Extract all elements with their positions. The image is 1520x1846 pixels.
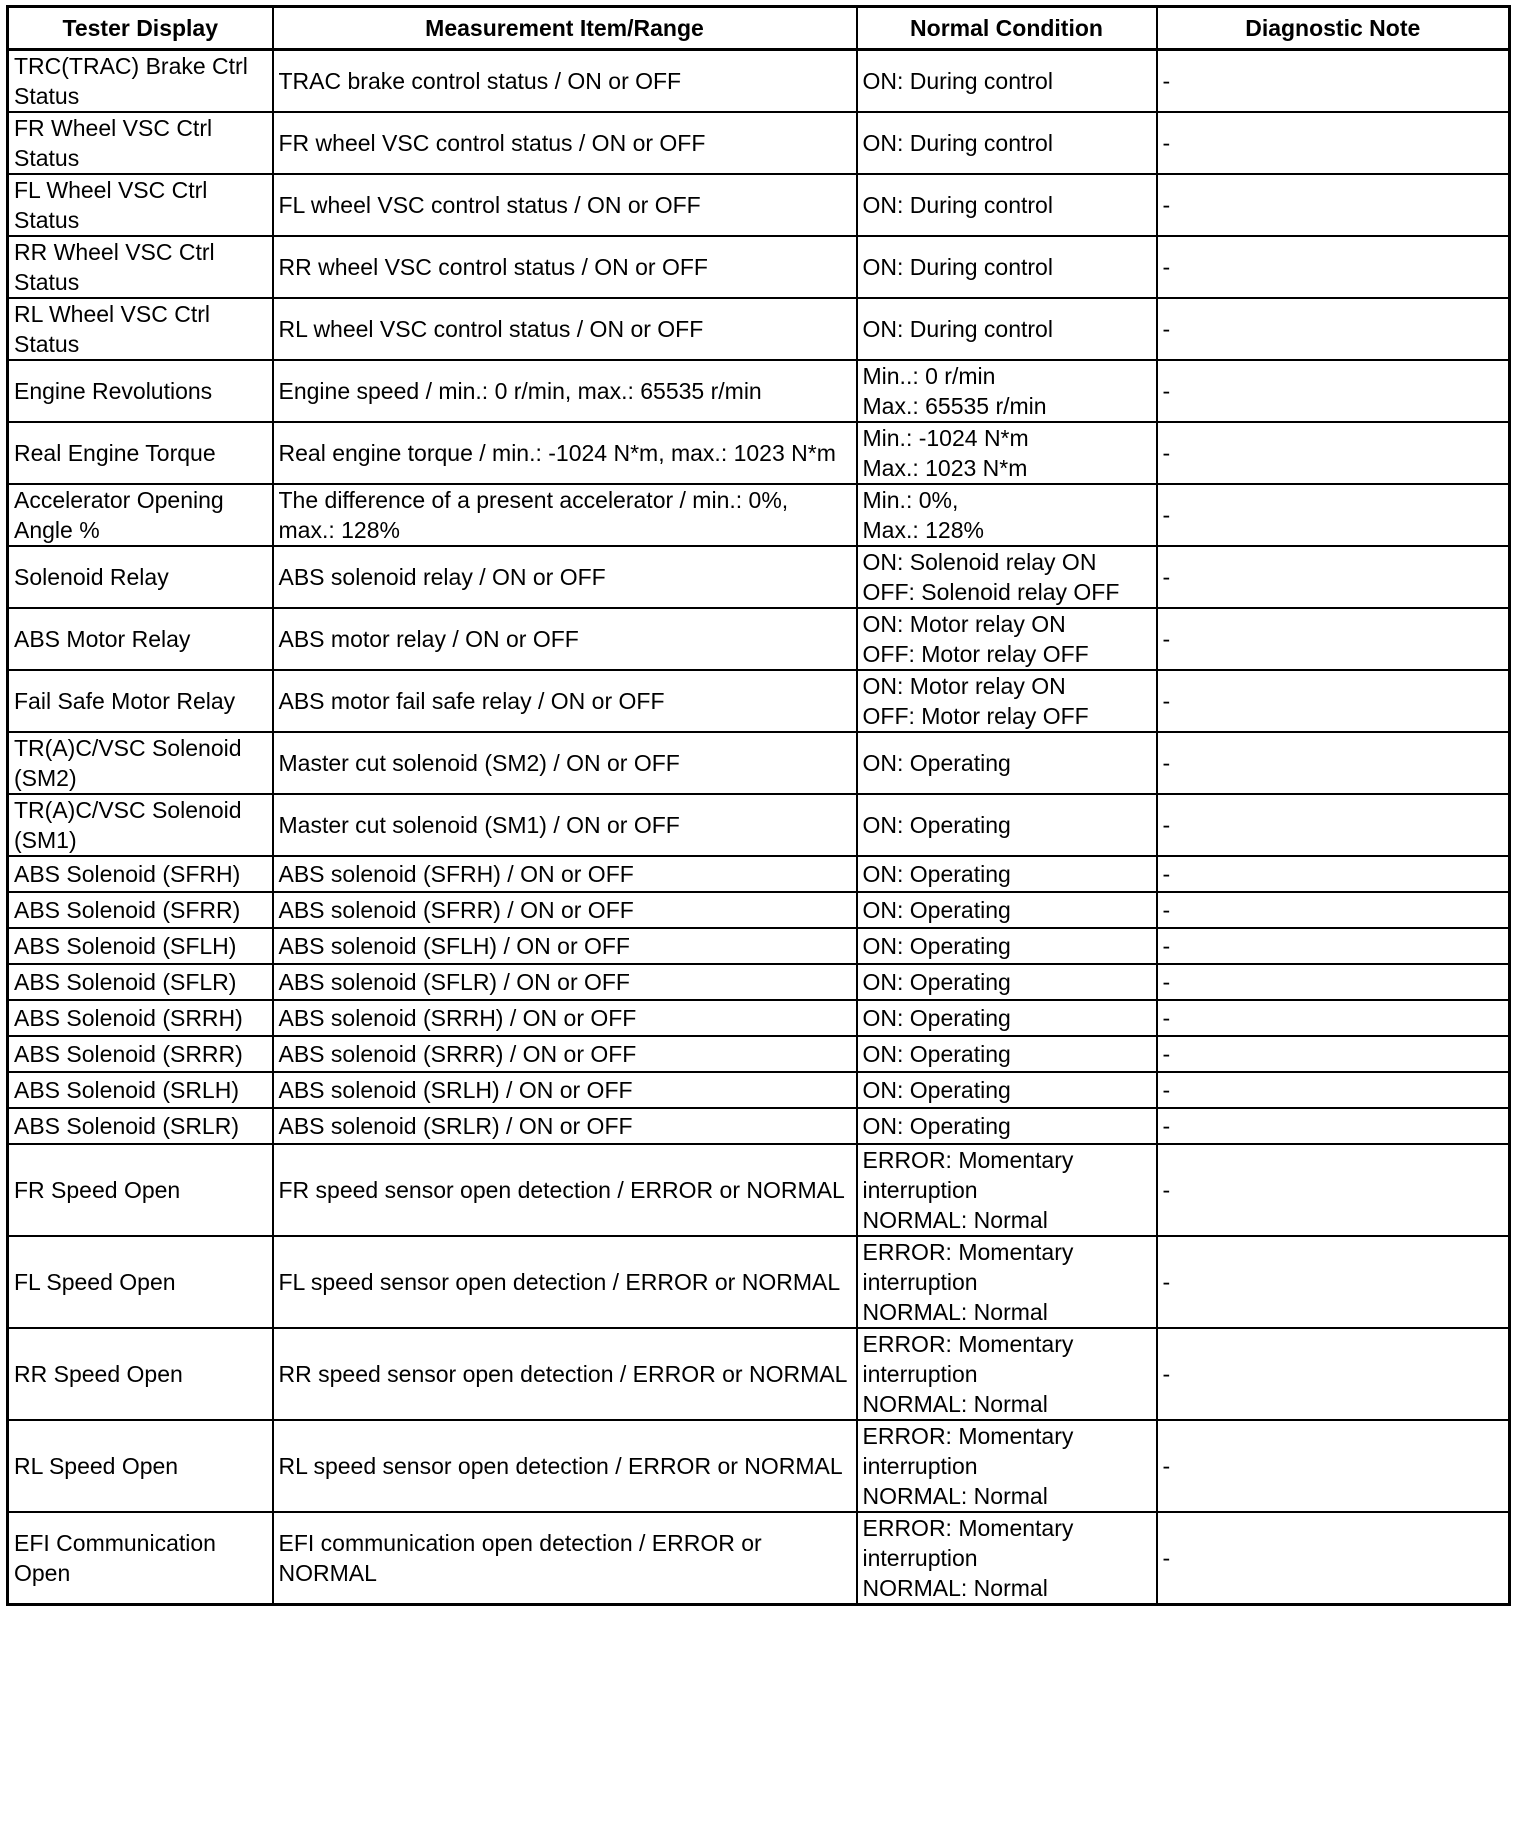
measurement-item-cell: Master cut solenoid (SM1) / ON or OFF (273, 794, 857, 856)
normal-condition-cell (857, 1420, 1157, 1512)
normal-condition-line: NORMAL: Normal (862, 1207, 1048, 1233)
diagnostic-note-cell: - (1157, 732, 1510, 794)
normal-condition-cell (857, 1000, 1157, 1036)
normal-condition-cell (857, 1072, 1157, 1108)
normal-condition-cell (857, 422, 1157, 484)
measurement-item-cell: RR speed sensor open detection / ERROR or NORMAL (273, 1328, 857, 1420)
table-row (8, 1072, 1510, 1108)
tester-display-cell: RR Speed Open (8, 1328, 273, 1420)
measurement-item-cell: ABS motor relay / ON or OFF (273, 608, 857, 670)
tester-display-cell: Fail Safe Motor Relay (8, 670, 273, 732)
table-row (8, 1512, 1510, 1605)
measurement-item-cell: FL speed sensor open detection / ERROR or NORMAL (273, 1236, 857, 1328)
normal-condition-line: Min.: 0%, (862, 487, 959, 513)
measurement-item-cell: ABS solenoid (SFLH) / ON or OFF (273, 928, 857, 964)
measurement-item-cell: ABS solenoid (SRLR) / ON or OFF (273, 1108, 857, 1144)
table-row (8, 1236, 1510, 1328)
table-row (8, 608, 1510, 670)
normal-condition-line: interruption (862, 1361, 978, 1387)
normal-condition-cell (857, 112, 1157, 174)
normal-condition-line: ON: Operating (862, 1113, 1011, 1139)
normal-condition-cell (857, 794, 1157, 856)
normal-condition-line: Min..: 0 r/min (862, 363, 996, 389)
tester-display-cell: ABS Solenoid (SFRR) (8, 892, 273, 928)
normal-condition-line: OFF: Solenoid relay OFF (862, 579, 1120, 605)
column-header-measurement-item: Measurement Item/Range (273, 7, 857, 50)
measurement-item-cell: TRAC brake control status / ON or OFF (273, 50, 857, 113)
measurement-item-cell: EFI communication open detection / ERROR or NORMAL (273, 1512, 857, 1605)
table-row (8, 794, 1510, 856)
diagnostic-data-sheet (6, 5, 1511, 1606)
measurement-item-cell: ABS solenoid (SRRR) / ON or OFF (273, 1036, 857, 1072)
table-row (8, 236, 1510, 298)
diagnostic-note-cell: - (1157, 50, 1510, 113)
table-row (8, 1144, 1510, 1236)
normal-condition-line: ON: During control (862, 192, 1053, 218)
normal-condition-line: ON: Operating (862, 812, 1011, 838)
normal-condition-line: ON: Motor relay ON (862, 673, 1066, 699)
table-row (8, 50, 1510, 113)
table-row (8, 174, 1510, 236)
normal-condition-line: ON: During control (862, 130, 1053, 156)
normal-condition-line: ON: Solenoid relay ON (862, 549, 1097, 575)
tester-display-cell: TRC(TRAC) Brake Ctrl Status (8, 50, 273, 113)
diagnostic-note-cell: - (1157, 112, 1510, 174)
measurement-item-cell: RR wheel VSC control status / ON or OFF (273, 236, 857, 298)
normal-condition-line: ERROR: Momentary (862, 1331, 1074, 1357)
normal-condition-line: ERROR: Momentary (862, 1147, 1074, 1173)
table-body (8, 50, 1510, 1605)
diagnostic-note-cell: - (1157, 1072, 1510, 1108)
normal-condition-line: interruption (862, 1545, 978, 1571)
diagnostic-note-cell: - (1157, 1420, 1510, 1512)
measurement-item-cell: FR wheel VSC control status / ON or OFF (273, 112, 857, 174)
tester-display-cell: TR(A)C/VSC Solenoid (SM1) (8, 794, 273, 856)
diagnostic-note-cell: - (1157, 484, 1510, 546)
measurement-item-cell: The difference of a present accelerator / min.: 0%, max.: 128% (273, 484, 857, 546)
diagnostic-note-cell: - (1157, 608, 1510, 670)
table-row (8, 1328, 1510, 1420)
normal-condition-line: OFF: Motor relay OFF (862, 641, 1089, 667)
tester-display-cell: Solenoid Relay (8, 546, 273, 608)
tester-display-cell: FR Wheel VSC Ctrl Status (8, 112, 273, 174)
diagnostic-note-cell: - (1157, 298, 1510, 360)
table-row (8, 546, 1510, 608)
tester-display-cell: Accelerator Opening Angle % (8, 484, 273, 546)
tester-display-cell: FR Speed Open (8, 1144, 273, 1236)
normal-condition-line: interruption (862, 1177, 978, 1203)
table-row (8, 360, 1510, 422)
normal-condition-line: ON: Operating (862, 861, 1011, 887)
measurement-item-cell: Real engine torque / min.: -1024 N*m, max.: 1023 N*m (273, 422, 857, 484)
normal-condition-line: ON: During control (862, 68, 1053, 94)
diagnostic-note-cell: - (1157, 928, 1510, 964)
tester-display-cell: ABS Solenoid (SRRH) (8, 1000, 273, 1036)
normal-condition-cell (857, 608, 1157, 670)
table-row (8, 422, 1510, 484)
tester-display-cell: RL Wheel VSC Ctrl Status (8, 298, 273, 360)
diagnostic-note-cell: - (1157, 670, 1510, 732)
tester-display-cell: ABS Solenoid (SFRH) (8, 856, 273, 892)
table-row (8, 856, 1510, 892)
normal-condition-cell (857, 298, 1157, 360)
tester-display-cell: RR Wheel VSC Ctrl Status (8, 236, 273, 298)
normal-condition-cell (857, 546, 1157, 608)
normal-condition-cell (857, 856, 1157, 892)
normal-condition-line: NORMAL: Normal (862, 1391, 1048, 1417)
normal-condition-cell (857, 1512, 1157, 1605)
diagnostic-note-cell: - (1157, 1036, 1510, 1072)
normal-condition-cell (857, 732, 1157, 794)
diagnostic-note-cell: - (1157, 856, 1510, 892)
normal-condition-line: ON: Operating (862, 750, 1011, 776)
measurement-item-cell: ABS solenoid (SRLH) / ON or OFF (273, 1072, 857, 1108)
measurement-item-cell: ABS solenoid (SFLR) / ON or OFF (273, 964, 857, 1000)
normal-condition-cell (857, 670, 1157, 732)
normal-condition-cell (857, 964, 1157, 1000)
normal-condition-line: ON: Motor relay ON (862, 611, 1066, 637)
normal-condition-line: interruption (862, 1453, 978, 1479)
diagnostic-note-cell: - (1157, 1144, 1510, 1236)
normal-condition-cell (857, 1328, 1157, 1420)
measurement-item-cell: Engine speed / min.: 0 r/min, max.: 65535 r/min (273, 360, 857, 422)
normal-condition-cell (857, 892, 1157, 928)
normal-condition-line: Max.: 1023 N*m (862, 455, 1028, 481)
normal-condition-cell (857, 484, 1157, 546)
normal-condition-cell (857, 1236, 1157, 1328)
normal-condition-line: NORMAL: Normal (862, 1299, 1048, 1325)
measurement-item-cell: Master cut solenoid (SM2) / ON or OFF (273, 732, 857, 794)
normal-condition-cell (857, 236, 1157, 298)
normal-condition-cell (857, 1108, 1157, 1144)
normal-condition-line: ERROR: Momentary (862, 1423, 1074, 1449)
diagnostic-note-cell: - (1157, 1000, 1510, 1036)
normal-condition-line: ON: Operating (862, 969, 1011, 995)
tester-display-cell: FL Speed Open (8, 1236, 273, 1328)
tester-display-cell: FL Wheel VSC Ctrl Status (8, 174, 273, 236)
normal-condition-line: ERROR: Momentary (862, 1515, 1074, 1541)
normal-condition-cell (857, 50, 1157, 113)
normal-condition-line: NORMAL: Normal (862, 1483, 1048, 1509)
tester-display-cell: TR(A)C/VSC Solenoid (SM2) (8, 732, 273, 794)
measurement-item-cell: FR speed sensor open detection / ERROR or NORMAL (273, 1144, 857, 1236)
diagnostic-note-cell: - (1157, 236, 1510, 298)
tester-display-cell: ABS Motor Relay (8, 608, 273, 670)
diagnostic-note-cell: - (1157, 794, 1510, 856)
normal-condition-cell (857, 928, 1157, 964)
table-row (8, 732, 1510, 794)
normal-condition-line: ON: Operating (862, 933, 1011, 959)
table-row (8, 1000, 1510, 1036)
normal-condition-cell (857, 360, 1157, 422)
tester-display-cell: ABS Solenoid (SFLH) (8, 928, 273, 964)
measurement-item-cell: RL wheel VSC control status / ON or OFF (273, 298, 857, 360)
table-row (8, 892, 1510, 928)
measurement-item-cell: ABS solenoid (SRRH) / ON or OFF (273, 1000, 857, 1036)
table-row (8, 1420, 1510, 1512)
normal-condition-line: ON: Operating (862, 897, 1011, 923)
diagnostic-note-cell: - (1157, 360, 1510, 422)
normal-condition-line: ERROR: Momentary (862, 1239, 1074, 1265)
diagnostic-note-cell: - (1157, 1328, 1510, 1420)
table-row (8, 964, 1510, 1000)
measurement-item-cell: RL speed sensor open detection / ERROR or NORMAL (273, 1420, 857, 1512)
normal-condition-line: ON: During control (862, 316, 1053, 342)
table-row (8, 670, 1510, 732)
normal-condition-line: Max.: 65535 r/min (862, 393, 1047, 419)
tester-display-cell: ABS Solenoid (SRRR) (8, 1036, 273, 1072)
normal-condition-line: Min.: -1024 N*m (862, 425, 1029, 451)
normal-condition-line: ON: Operating (862, 1041, 1011, 1067)
normal-condition-line: NORMAL: Normal (862, 1575, 1048, 1601)
diagnostic-note-cell: - (1157, 964, 1510, 1000)
tester-display-cell: ABS Solenoid (SRLR) (8, 1108, 273, 1144)
tester-display-cell: Real Engine Torque (8, 422, 273, 484)
measurement-item-cell: ABS motor fail safe relay / ON or OFF (273, 670, 857, 732)
tester-display-cell: EFI Communication Open (8, 1512, 273, 1605)
data-list-table (6, 5, 1511, 1606)
normal-condition-line: interruption (862, 1269, 978, 1295)
normal-condition-cell (857, 1144, 1157, 1236)
diagnostic-note-cell: - (1157, 546, 1510, 608)
normal-condition-line: ON: During control (862, 254, 1053, 280)
normal-condition-line: Max.: 128% (862, 517, 984, 543)
diagnostic-note-cell: - (1157, 892, 1510, 928)
normal-condition-cell (857, 1036, 1157, 1072)
table-row (8, 928, 1510, 964)
table-row (8, 1108, 1510, 1144)
tester-display-cell: RL Speed Open (8, 1420, 273, 1512)
normal-condition-line: OFF: Motor relay OFF (862, 703, 1089, 729)
tester-display-cell: ABS Solenoid (SFLR) (8, 964, 273, 1000)
table-row (8, 112, 1510, 174)
normal-condition-line: ON: Operating (862, 1077, 1011, 1103)
diagnostic-note-cell: - (1157, 1108, 1510, 1144)
normal-condition-cell (857, 174, 1157, 236)
measurement-item-cell: ABS solenoid (SFRH) / ON or OFF (273, 856, 857, 892)
diagnostic-note-cell: - (1157, 1236, 1510, 1328)
diagnostic-note-cell: - (1157, 422, 1510, 484)
table-header-row (8, 7, 1510, 50)
tester-display-cell: Engine Revolutions (8, 360, 273, 422)
table-row (8, 1036, 1510, 1072)
table-row (8, 484, 1510, 546)
tester-display-cell: ABS Solenoid (SRLH) (8, 1072, 273, 1108)
column-header-normal-condition: Normal Condition (857, 7, 1157, 50)
measurement-item-cell: ABS solenoid relay / ON or OFF (273, 546, 857, 608)
measurement-item-cell: FL wheel VSC control status / ON or OFF (273, 174, 857, 236)
diagnostic-note-cell: - (1157, 174, 1510, 236)
table-row (8, 298, 1510, 360)
measurement-item-cell: ABS solenoid (SFRR) / ON or OFF (273, 892, 857, 928)
normal-condition-line: ON: Operating (862, 1005, 1011, 1031)
column-header-tester-display: Tester Display (8, 7, 273, 50)
column-header-diagnostic-note: Diagnostic Note (1157, 7, 1510, 50)
diagnostic-note-cell: - (1157, 1512, 1510, 1605)
